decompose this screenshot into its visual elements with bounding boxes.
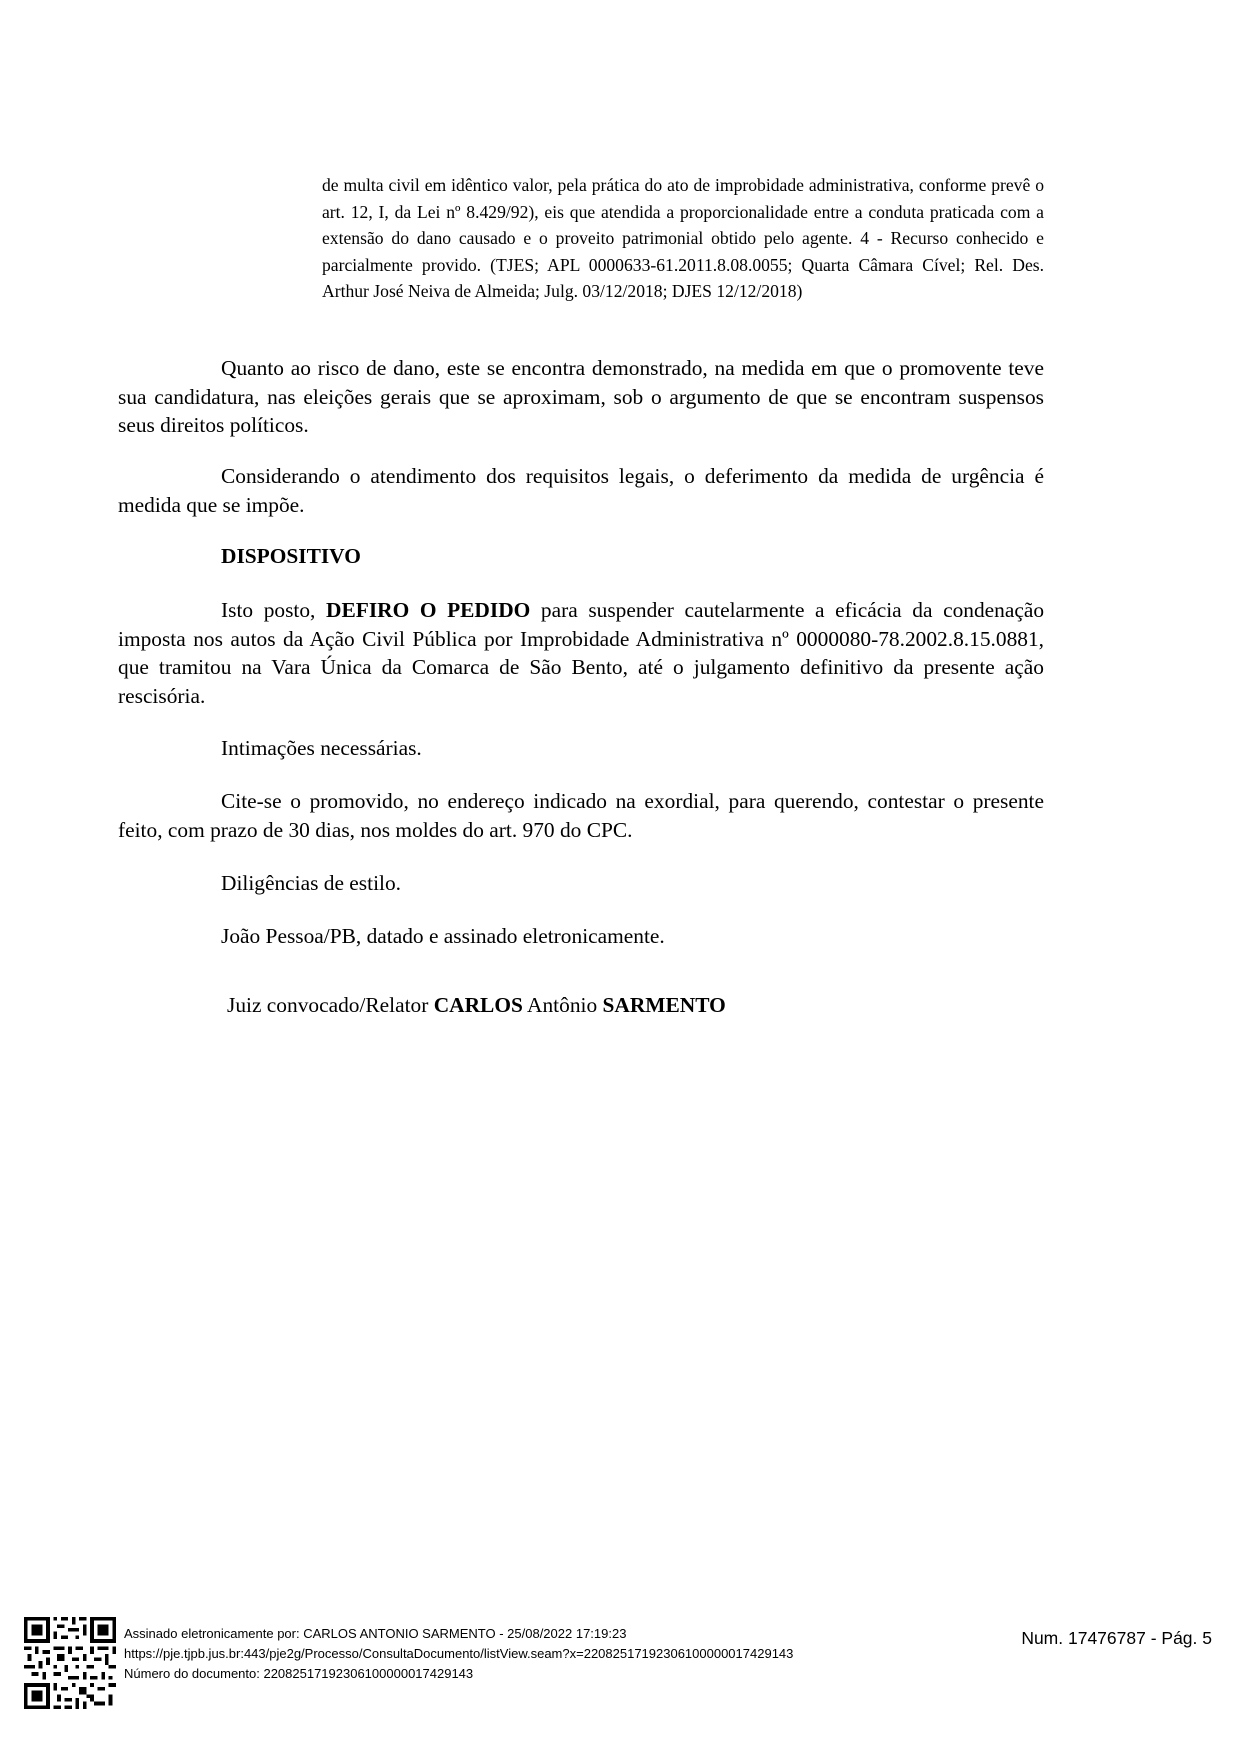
isto-posto-prefix: Isto posto,	[221, 598, 327, 622]
paragraph-local-data: João Pessoa/PB, datado e assinado eletronicamente.	[221, 924, 665, 948]
paragraph-intimacoes: Intimações necessárias.	[221, 736, 422, 760]
signature-line	[227, 991, 726, 1020]
signature-middle-name: Antônio	[522, 993, 603, 1017]
quoted-jurisprudence: de multa civil em idêntico valor, pela prática do ato de improbidade administrativa, conforme prevê o art. 12, I, da Lei nº 8.429/92), eis que atendida a proporcionalidade entre a conduta praticada com a extensão do dano causado e o proveito patrimonial obtido pelo agente. 4 - Recurso conhecido e parcialmente provido. (TJES; APL 0000633-61.2011.8.08.0055; Quarta Câmara Cível; Rel. Des. Arthur José Neiva de Almeida; Julg. 03/12/2018; DJES 12/12/2018)	[322, 175, 1044, 302]
footer-document-url[interactable]: https://pje.tjpb.jus.br:443/pje2g/Processo/ConsultaDocumento/listView.seam?x=22082517192306100000017429143	[124, 1646, 794, 1661]
signature-last-name: SARMENTO	[602, 993, 726, 1017]
paragraph-cite: Cite-se o promovido, no endereço indicado na exordial, para querendo, contestar o presente feito, com prazo de 30 dias, nos moldes do art. 970 do CPC.	[118, 789, 1044, 842]
isto-posto-decision: DEFIRO O PEDIDO	[326, 598, 531, 622]
signature-first-name: CARLOS	[433, 993, 523, 1017]
qr-code-icon	[24, 1617, 116, 1709]
paragraph-diligencias: Diligências de estilo.	[221, 871, 401, 895]
paragraph-requisitos: Considerando o atendimento dos requisitos legais, o deferimento da medida de urgência é medida que se impõe.	[118, 464, 1044, 517]
footer-document-number: Número do documento: 22082517192306100000017429143	[124, 1666, 474, 1681]
page-number: Num. 17476787 - Pág. 5	[1021, 1628, 1212, 1648]
signature-prefix: Juiz convocado/Relator	[227, 993, 434, 1017]
section-heading-dispositivo: DISPOSITIVO	[221, 544, 361, 568]
paragraph-risco-dano: Quanto ao risco de dano, este se encontra demonstrado, na medida em que o promovente teve sua candidatura, nas eleições gerais que se aproximam, sob o argumento de que se encontram suspensos seus direitos políticos.	[118, 356, 1044, 437]
footer-signed-by: Assinado eletronicamente por: CARLOS ANTONIO SARMENTO - 25/08/2022 17:19:23	[124, 1626, 627, 1641]
paragraph-isto-posto	[118, 596, 1044, 710]
isto-posto-rest: para suspender cautelarmente a eficácia da condenação imposta nos autos da Ação Civil Pública por Improbidade Administrativa nº 0000080-78.2002.8.15.0881, que tramitou na Vara Única da Comarca de São Bento, até o julgamento definitivo da presente ação rescisória.	[118, 598, 1045, 708]
